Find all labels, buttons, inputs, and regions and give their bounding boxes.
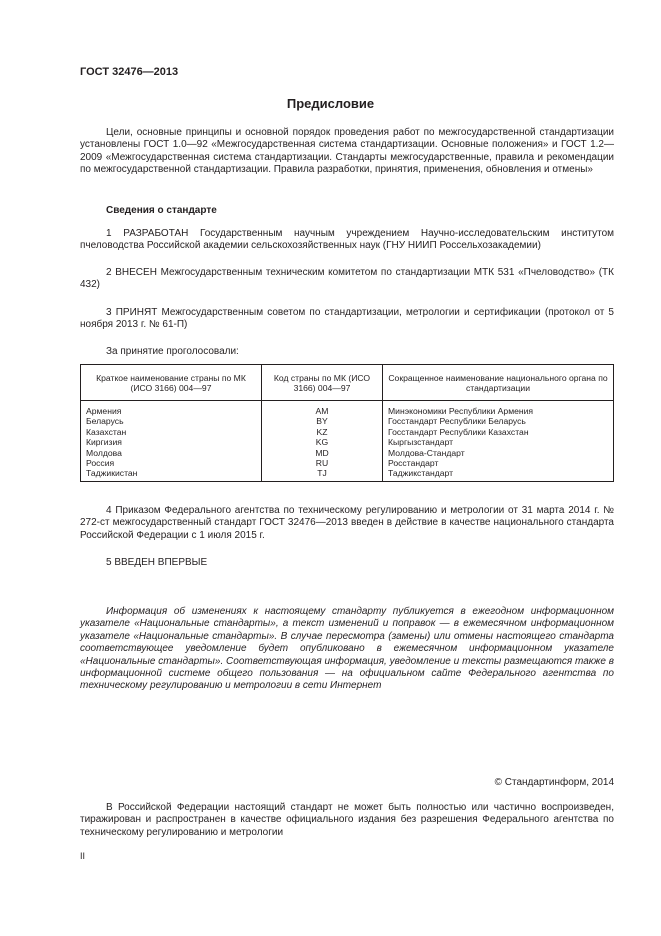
country-name: Таджикистан	[81, 468, 262, 481]
standards-body: Молдова-Стандарт	[383, 448, 614, 458]
standards-body: Минэкономики Республики Армения	[383, 401, 614, 417]
country-code: KG	[262, 437, 383, 447]
item-2-text: 2 ВНЕСЕН Межгосударственным техническим комитетом по стандартизации МТК 531 «Пчеловодство» (ТК 432)	[80, 267, 614, 291]
country-name: Армения	[81, 401, 262, 417]
item-1-text: 1 РАЗРАБОТАН Государственным научным учреждением Научно-исследовательским институтом пчеловодства Российской академии сельскохозяйственных наук (ГНУ НИИП Россельхозакадемии)	[80, 228, 614, 252]
table-row	[81, 416, 614, 426]
standards-body: Таджикстандарт	[383, 468, 614, 481]
section-subheading: Сведения о стандарте	[106, 205, 217, 216]
country-name: Беларусь	[81, 416, 262, 426]
country-code: RU	[262, 458, 383, 468]
header-country-name: Краткое наименование страны по МК (ИСО 3166) 004—97	[81, 365, 262, 401]
table-row	[81, 448, 614, 458]
voting-table	[80, 364, 614, 482]
document-code: ГОСТ 32476—2013	[80, 66, 179, 78]
copyright: © Стандартинформ, 2014	[494, 777, 614, 788]
standards-body: Кыргызстандарт	[383, 437, 614, 447]
item-4	[80, 505, 614, 542]
item-1	[80, 228, 614, 253]
table-row	[81, 437, 614, 447]
info-note-text: Информация об изменениях к настоящему стандарту публикуется в ежегодном информационном указателе «Национальные стандарты», а текст изменений и поправок — в ежемесячном информационном указателе «Национальные стандарты». В случае пересмотра (замены) или отмены настоящего стандарта соответствующее уведомление будет опубликовано в ежемесячном информационном указателе «Национальные стандарты». Соответствующая информация, уведомление и тексты размещаются также в информационной системе общего пользования — на официальном сайте Федерального агентства по техническому регулированию и метрологии в сети Интернет	[80, 606, 614, 692]
table-header-row	[81, 365, 614, 401]
standards-body: Госстандарт Республики Казахстан	[383, 427, 614, 437]
country-code: TJ	[262, 468, 383, 481]
country-name: Киргизия	[81, 437, 262, 447]
item-3	[80, 307, 614, 332]
vote-label: За принятие проголосовали:	[106, 346, 239, 357]
item-3-text: 3 ПРИНЯТ Межгосударственным советом по стандартизации, метрологии и сертификации (протокол от 5 ноября 2013 г. № 61-П)	[80, 307, 614, 331]
page-title: Предисловие	[286, 96, 375, 111]
item-4-text: 4 Приказом Федерального агентства по техническому регулированию и метрологии от 31 марта 2014 г. № 272-ст межгосударственный стандарт ГОСТ 32476—2013 введен в действие в качестве национального стандарта Российской Федерации с 1 июля 2015 г.	[80, 505, 614, 541]
country-code: KZ	[262, 427, 383, 437]
country-name: Казахстан	[81, 427, 262, 437]
table-row	[81, 401, 614, 417]
table-row	[81, 458, 614, 468]
standards-body: Госстандарт Республики Беларусь	[383, 416, 614, 426]
footer-note-text: В Российской Федерации настоящий стандарт не может быть полностью или частично воспроизведен, тиражирован и распространен в качестве официального издания без разрешения Федерального агентства по техническому регулированию и метрологии	[80, 802, 614, 838]
page-number: II	[80, 851, 86, 861]
country-code: MD	[262, 448, 383, 458]
country-code: AM	[262, 401, 383, 417]
table-row	[81, 427, 614, 437]
intro-text: Цели, основные принципы и основной порядок проведения работ по межгосударственной стандартизации установлены ГОСТ 1.0—92 «Межгосударственная система стандартизации. Основные положения» и ГОСТ 1.2—2009 «Межгосударственная система стандартизации. Стандарты межгосударственные, правила и рекомендации по межгосударственной стандартизации. Правила разработки, принятия, применения, обновления и отмены»	[80, 127, 614, 176]
item-2	[80, 267, 614, 292]
country-name: Россия	[81, 458, 262, 468]
header-standards-body: Сокращенное наименование национального органа по стандартизации	[383, 365, 614, 401]
info-note	[80, 606, 614, 693]
country-code: BY	[262, 416, 383, 426]
header-country-code: Код страны по МК (ИСО 3166) 004—97	[262, 365, 383, 401]
intro-paragraph	[80, 127, 614, 177]
table-row	[81, 468, 614, 481]
footer-note	[80, 802, 614, 839]
item-5: 5 ВВЕДЕН ВПЕРВЫЕ	[106, 557, 208, 568]
standards-body: Росстандарт	[383, 458, 614, 468]
country-name: Молдова	[81, 448, 262, 458]
